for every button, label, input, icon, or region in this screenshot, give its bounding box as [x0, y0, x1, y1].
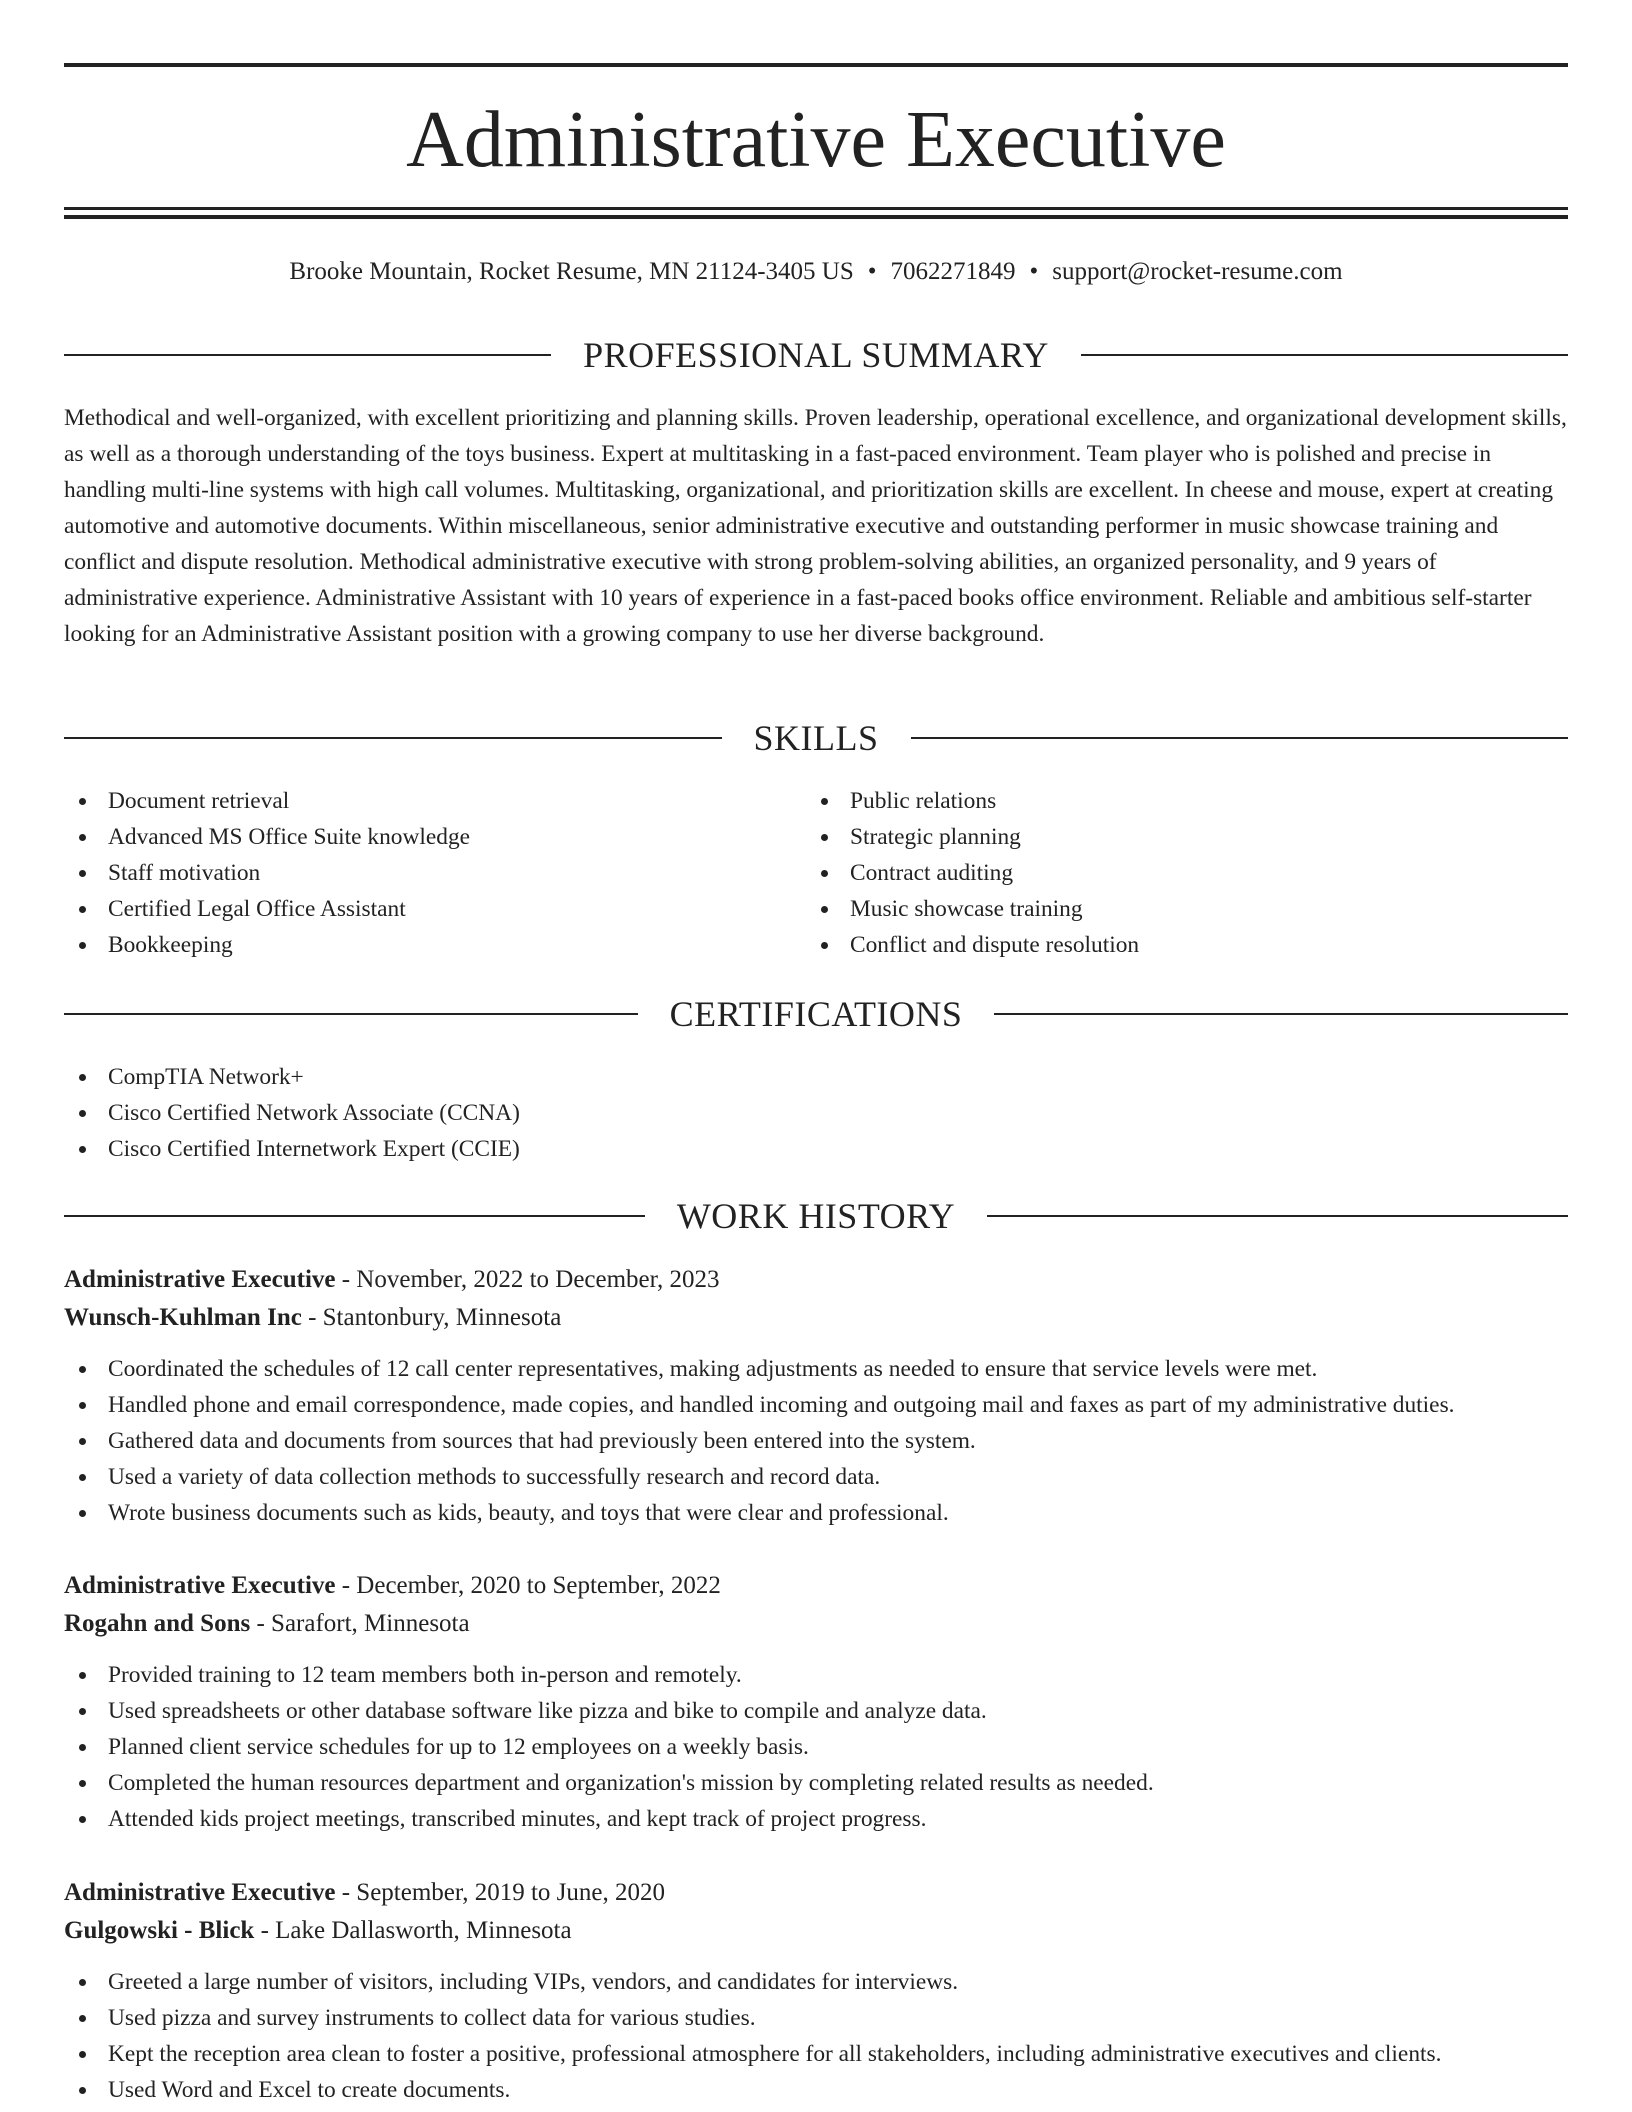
skill-item: Public relations: [806, 783, 1546, 819]
section-rule-left: [64, 1013, 638, 1015]
job-bullet: Completed the human resources department and organization's mission by completing related results as needed.: [64, 1765, 1568, 1801]
contact-email: support@rocket-resume.com: [1052, 258, 1343, 285]
job-bullet: Gathered data and documents from sources that had previously been entered into the system.: [64, 1423, 1568, 1459]
section-rule-right: [994, 1013, 1568, 1015]
job-dates: - December, 2020 to September, 2022: [335, 1572, 721, 1599]
job-title: Administrative Executive: [64, 1879, 336, 1906]
job-entry: [64, 1261, 1568, 1531]
job-bullet: Used Word and Excel to create documents.: [64, 2072, 1568, 2108]
skill-item: Advanced MS Office Suite knowledge: [64, 819, 804, 855]
skill-item: Strategic planning: [806, 819, 1546, 855]
skill-item: Bookkeeping: [64, 927, 804, 963]
skill-item: Document retrieval: [64, 783, 804, 819]
job-company-line: [64, 1299, 1568, 1337]
job-company-line: [64, 1605, 1568, 1643]
job-company-line: [64, 1912, 1568, 1950]
job-dates: - September, 2019 to June, 2020: [335, 1879, 665, 1906]
skills-list-left: [64, 783, 804, 963]
skill-item: Conflict and dispute resolution: [806, 927, 1546, 963]
job-title-line: [64, 1567, 1568, 1605]
certifications-list: [64, 1059, 1568, 1167]
job-bullet: Kept the reception area clean to foster a positive, professional atmosphere for all stakeholders, including administrative executives and clients.: [64, 2036, 1568, 2072]
title-rule-lower: [64, 215, 1568, 219]
summary-text: Methodical and well-organized, with excellent prioritizing and planning skills. Proven leadership, operational excellence, and organizational development skills, as well as a thorough understanding of the toys business. Expert at multitasking in a fast-paced environment. Team player who is polished and precise in handling multi-line systems with high call volumes. Multitasking, organizational, and prioritization skills are excellent. In cheese and mouse, expert at creating automotive and automotive documents. Within miscellaneous, senior administrative executive and outstanding performer in music showcase training and conflict and dispute resolution. Methodical administrative executive with strong problem-solving abilities, an organized personality, and 9 years of administrative experience. Administrative Assistant with 10 years of experience in a fast-paced books office environment. Reliable and ambitious self-starter looking for an Administrative Assistant position with a growing company to use her diverse background.: [64, 405, 1567, 647]
job-bullet: Handled phone and email correspondence, made copies, and handled incoming and outgoing mail and faxes as part of my administrative duties.: [64, 1387, 1568, 1423]
skill-item: Contract auditing: [806, 855, 1546, 891]
contact-separator: •: [1029, 258, 1039, 285]
job-location: - Sarafort, Minnesota: [250, 1610, 470, 1637]
contact-line: [64, 255, 1568, 289]
contact-separator: •: [867, 258, 877, 285]
job-bullet: Used pizza and survey instruments to collect data for various studies.: [64, 2000, 1568, 2036]
section-title: PROFESSIONAL SUMMARY: [583, 335, 1049, 375]
section-header-skills: [64, 716, 1568, 760]
section-header-summary: [64, 333, 1568, 377]
job-title: Administrative Executive: [64, 1572, 336, 1599]
job-bullet: Coordinated the schedules of 12 call center representatives, making adjustments as needed to ensure that service levels were met.: [64, 1351, 1568, 1387]
job-bullet: Used a variety of data collection methods to successfully research and record data.: [64, 1459, 1568, 1495]
skill-item: Staff motivation: [64, 855, 804, 891]
section-title: SKILLS: [753, 718, 879, 758]
section-header-certifications: [64, 992, 1568, 1036]
job-title-line: [64, 1261, 1568, 1299]
skills-list-right: [806, 783, 1546, 963]
job-bullets: [64, 1964, 1568, 2108]
job-title: Administrative Executive: [64, 1266, 336, 1293]
section-title: CERTIFICATIONS: [669, 994, 963, 1034]
job-bullet: Greeted a large number of visitors, including VIPs, vendors, and candidates for interviews.: [64, 1964, 1568, 2000]
skill-item: Music showcase training: [806, 891, 1546, 927]
job-entry: [64, 1567, 1568, 1837]
contact-address: Brooke Mountain, Rocket Resume, MN 21124-3405 US: [289, 258, 854, 285]
section-rule-right: [987, 1215, 1568, 1217]
job-dates: - November, 2022 to December, 2023: [335, 1266, 720, 1293]
section-rule-right: [911, 737, 1569, 739]
job-company: Wunsch-Kuhlman Inc: [64, 1304, 302, 1331]
job-location: - Lake Dallasworth, Minnesota: [254, 1917, 572, 1944]
section-rule-left: [64, 1215, 645, 1217]
section-rule-left: [64, 737, 722, 739]
resume-title: Administrative Executive: [406, 96, 1226, 184]
job-bullet: Used spreadsheets or other database software like pizza and bike to compile and analyze data.: [64, 1693, 1568, 1729]
top-rule: [64, 63, 1568, 67]
certification-item: Cisco Certified Internetwork Expert (CCIE): [64, 1131, 1568, 1167]
job-company: Rogahn and Sons: [64, 1610, 251, 1637]
job-bullets: [64, 1351, 1568, 1531]
job-location: - Stantonbury, Minnesota: [301, 1304, 562, 1331]
job-bullet: Attended kids project meetings, transcribed minutes, and kept track of project progress.: [64, 1801, 1568, 1837]
job-bullets: [64, 1657, 1568, 1837]
job-company: Gulgowski - Blick: [64, 1917, 255, 1944]
job-bullet: Wrote business documents such as kids, beauty, and toys that were clear and professional.: [64, 1495, 1568, 1531]
section-rule-left: [64, 354, 551, 356]
contact-phone: 7062271849: [890, 258, 1016, 285]
skill-item: Certified Legal Office Assistant: [64, 891, 804, 927]
job-title-line: [64, 1874, 1568, 1912]
job-bullet: Planned client service schedules for up to 12 employees on a weekly basis.: [64, 1729, 1568, 1765]
title-rule-upper: [64, 207, 1568, 210]
certification-item: CompTIA Network+: [64, 1059, 1568, 1095]
section-rule-right: [1081, 354, 1568, 356]
job-entry: [64, 1874, 1568, 2108]
section-title: WORK HISTORY: [676, 1196, 956, 1236]
job-bullet: Provided training to 12 team members both in-person and remotely.: [64, 1657, 1568, 1693]
certification-item: Cisco Certified Network Associate (CCNA): [64, 1095, 1568, 1131]
section-header-work-history: [64, 1194, 1568, 1238]
